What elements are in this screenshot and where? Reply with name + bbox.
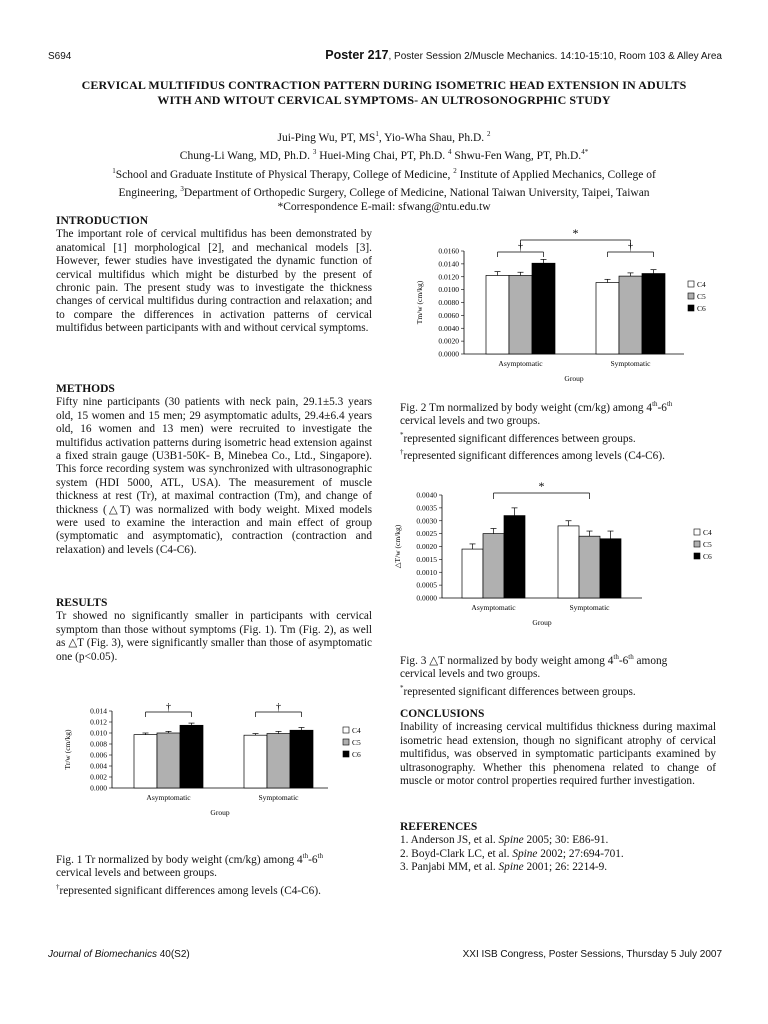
legend-label: C4 — [697, 280, 706, 289]
results-heading: RESULTS — [56, 597, 108, 609]
legend-label: C6 — [703, 552, 712, 561]
figure-1-chart — [56, 697, 376, 827]
legend-swatch-c6 — [688, 305, 694, 311]
footer-congress: XXI ISB Congress, Poster Sessions, Thursday 5 July 2007 — [462, 949, 722, 960]
session-header — [325, 48, 722, 62]
y-tick-label: 0.008 — [90, 739, 107, 749]
title-line-1: CERVICAL MULTIFIDUS CONTRACTION PATTERN DURING ISOMETRIC HEAD EXTENSION IN ADULTS — [81, 78, 687, 92]
bar-c6 — [642, 274, 665, 354]
bar-c4 — [596, 283, 619, 354]
y-tick-label: 0.0140 — [438, 259, 459, 269]
figure-1-caption: Fig. 1 Tr normalized by body weight (cm/kg) among 4th-6th cervical levels and between groups. †represented significant differences among levels (C4-C6). — [56, 852, 323, 897]
legend-swatch-c6 — [343, 751, 349, 757]
bar-c5 — [157, 733, 180, 788]
significance-star: * — [538, 479, 545, 493]
x-axis-label: Group — [210, 808, 230, 817]
x-axis-label: Group — [532, 618, 552, 627]
author-line-1: Jui-Ping Wu, PT, $MS^1$, Yio-Wha Shau, Ph.D. $^2$ — [277, 130, 491, 144]
bar-c4 — [244, 735, 267, 788]
legend-swatch-c4 — [694, 529, 700, 535]
significance-dagger: † — [628, 242, 633, 253]
y-tick-label: 0.0025 — [416, 529, 437, 539]
y-tick-label: 0.000 — [90, 783, 107, 793]
y-tick-label: 0.002 — [90, 772, 107, 782]
y-tick-label: 0.0010 — [416, 567, 437, 577]
author-line-2: Chung-Li Wang, MD, Ph.D. $^3$ Huei-Ming Chai, PT, Ph.D. $^4$ Shwu-Fen Wang, PT, Ph.D.$^{4*}$ — [179, 148, 589, 163]
conclusions-heading: CONCLUSIONS — [400, 708, 485, 720]
bar-c6 — [180, 725, 203, 788]
y-axis-label: Tr/w (cm/kg) — [63, 729, 72, 770]
bar-c4 — [134, 735, 157, 788]
legend-label: C6 — [352, 750, 361, 759]
author-block — [60, 127, 708, 215]
significance-star: * — [572, 226, 579, 240]
legend-swatch-c5 — [694, 541, 700, 547]
x-tick-label: Symptomatic — [258, 793, 299, 802]
legend-swatch-c4 — [343, 727, 349, 733]
introduction-section — [56, 215, 372, 336]
reference-item: 2. Boyd-Clark LC, et al. Spine 2002; 27:694-701. — [400, 847, 624, 860]
bar-c6 — [290, 730, 313, 788]
methods-text: Fifty nine participants (30 patients with neck pain, 29.1±5.3 years old, 15 women and 15 men; 29 asymptomatic adults, 29.4±6.4 years old, 16 women and 13 men) were recruited to investigate the multifidus activation patterns during isometric head extension against a fixed strain gauge (U3B1-50K- B, Minebea Co., Ltd., Singapore). This force recording system was synchronized with ultrasonographic system (HDI 5000, ATL, USA). The measurement of muscle thickness at rest (Tr), at maximal contraction (Tm), and change of thickness (△T) was normalized with body weight. Mixed models were used to examine the interaction and main effect of group (symptomatic and asymptomatic), contraction (contraction and relaxation) and levels (C4-C6). — [56, 396, 372, 556]
bar-c6 — [532, 263, 555, 354]
correspondence: *Correspondence E-mail: sfwang@ntu.edu.tw — [277, 201, 491, 214]
legend-swatch-c5 — [688, 293, 694, 299]
methods-heading: METHODS — [56, 383, 115, 395]
affiliation-line-2: Engineering, $^3$Department of Orthopedic Surgery, College of Medicine, National Taiwan University, Taipei, Taiwan — [118, 184, 650, 199]
y-tick-label: 0.0100 — [438, 285, 459, 295]
legend-label: C6 — [697, 304, 706, 313]
bar-c5 — [509, 275, 532, 354]
x-tick-label: Symptomatic — [610, 359, 651, 368]
legend-label: C4 — [703, 528, 712, 537]
legend-label: C4 — [352, 726, 361, 735]
bar-c6 — [504, 516, 525, 598]
significance-dagger: † — [276, 702, 281, 713]
significance-dagger: † — [166, 702, 171, 713]
y-tick-label: 0.0030 — [416, 516, 437, 526]
figure-3-caption: Fig. 3 △T normalized by body weight among 4th-6th among cervical levels and two groups. *represented significant differences between groups. — [400, 653, 668, 698]
y-tick-label: 0.0120 — [438, 272, 459, 282]
bar-c5 — [267, 734, 290, 788]
y-tick-label: 0.0060 — [438, 310, 459, 320]
x-axis-label: Group — [564, 374, 584, 383]
y-tick-label: 0.0020 — [416, 542, 437, 551]
figure-2-chart — [396, 226, 726, 390]
y-tick-label: 0.0000 — [416, 593, 437, 603]
poster-label: Poster 217 — [325, 48, 389, 62]
bar-c4 — [558, 526, 579, 598]
bar-c5 — [579, 536, 600, 598]
bar-c5 — [483, 534, 504, 598]
legend-label: C5 — [352, 738, 361, 747]
legend-label: C5 — [697, 292, 706, 301]
y-tick-label: 0.004 — [90, 761, 107, 771]
affiliation-line-1: $^1$School and Graduate Institute of Physical Therapy, College of Medicine, $^2$ Institute of Applied Mechanics, College of — [112, 166, 656, 181]
reference-item: 1. Anderson JS, et al. Spine 2005; 30: E86-91. — [400, 834, 609, 847]
y-tick-label: 0.010 — [90, 728, 107, 738]
title-line-2: WITH AND WITOUT CERVICAL SYMPTOMS- AN ULTROSONOGRPHIC STUDY — [157, 93, 611, 107]
legend-label: C5 — [703, 540, 712, 549]
references-heading: REFERENCES — [400, 821, 478, 833]
figure-3-chart — [393, 479, 726, 637]
y-tick-label: 0.0040 — [416, 490, 437, 500]
bar-c4 — [486, 275, 509, 354]
conclusions-section — [400, 708, 716, 788]
legend-swatch-c4 — [688, 281, 694, 287]
introduction-text: The important role of cervical multifidus has been demonstrated by anatomical [1] morphological [2], and mechanical models [3]. However, fewer studies have investigated the dynamic function of cervical multifidus which might be disturbed by the present of chronic pain. The present study was to investigate the thickness changes of cervical multifidus during contraction and relaxation; and to compare the differences in activation patterns of cervical multifidus between participants with and without cervical symptoms. — [56, 228, 372, 335]
page-code: S694 — [48, 51, 72, 62]
footer-journal: Journal of Biomechanics 40(S2) — [48, 949, 190, 960]
y-tick-label: 0.0000 — [438, 349, 459, 359]
introduction-heading: INTRODUCTION — [56, 215, 149, 227]
paper-title — [40, 78, 728, 108]
figure-2-caption: Fig. 2 Tm normalized by body weight (cm/kg) among 4th-6th cervical levels and two groups. *represented significant differences between groups. †represented significant differences among levels (C4-C6). — [400, 400, 673, 462]
y-tick-label: 0.0005 — [416, 580, 437, 590]
y-tick-label: 0.0040 — [438, 323, 459, 333]
x-tick-label: Asymptomatic — [498, 359, 543, 368]
y-tick-label: 0.0015 — [416, 554, 437, 564]
y-tick-label: 0.006 — [90, 750, 107, 760]
y-tick-label: 0.012 — [90, 717, 107, 727]
y-axis-label: △T/w (cm/kg) — [393, 524, 402, 569]
y-tick-label: 0.0020 — [438, 336, 459, 346]
legend-swatch-c6 — [694, 553, 700, 559]
significance-dagger: † — [518, 242, 523, 253]
session-info: , Poster Session 2/Muscle Mechanics. 14:10-15:10, Room 103 & Alley Area — [388, 51, 722, 62]
reference-item: 3. Panjabi MM, et al. Spine 2001; 26: 2214-9. — [400, 861, 608, 874]
y-axis-label: Tm/w (cm/kg) — [415, 280, 424, 325]
bar-c5 — [619, 276, 642, 354]
x-tick-label: Asymptomatic — [146, 793, 191, 802]
y-tick-label: 0.0160 — [438, 246, 459, 256]
y-tick-label: 0.0035 — [416, 503, 437, 513]
results-text: Tr showed no significantly smaller in participants with cervical symptom than those without symptoms (Fig. 1). Tm (Fig. 2), as well as △T (Fig. 3), were significantly smaller than those of asymptomatic one (p<0.05). — [56, 610, 372, 663]
references-section — [400, 821, 716, 875]
results-section — [56, 597, 372, 664]
x-tick-label: Asymptomatic — [471, 603, 516, 612]
bar-c4 — [462, 549, 483, 598]
y-tick-label: 0.014 — [90, 706, 107, 716]
y-tick-label: 0.0080 — [438, 298, 459, 307]
conclusions-text: Inability of increasing cervical multifidus thickness during maximal isometric head extension, though no significant atrophy of cervical multifidus, was observed in symptomatic participants examined by ultrasonography. Whether this phenomena related to change of muscle or motor control properties required further investigation. — [400, 721, 716, 788]
methods-section — [56, 383, 372, 557]
bar-c6 — [600, 539, 621, 598]
legend-swatch-c5 — [343, 739, 349, 745]
x-tick-label: Symptomatic — [569, 603, 610, 612]
